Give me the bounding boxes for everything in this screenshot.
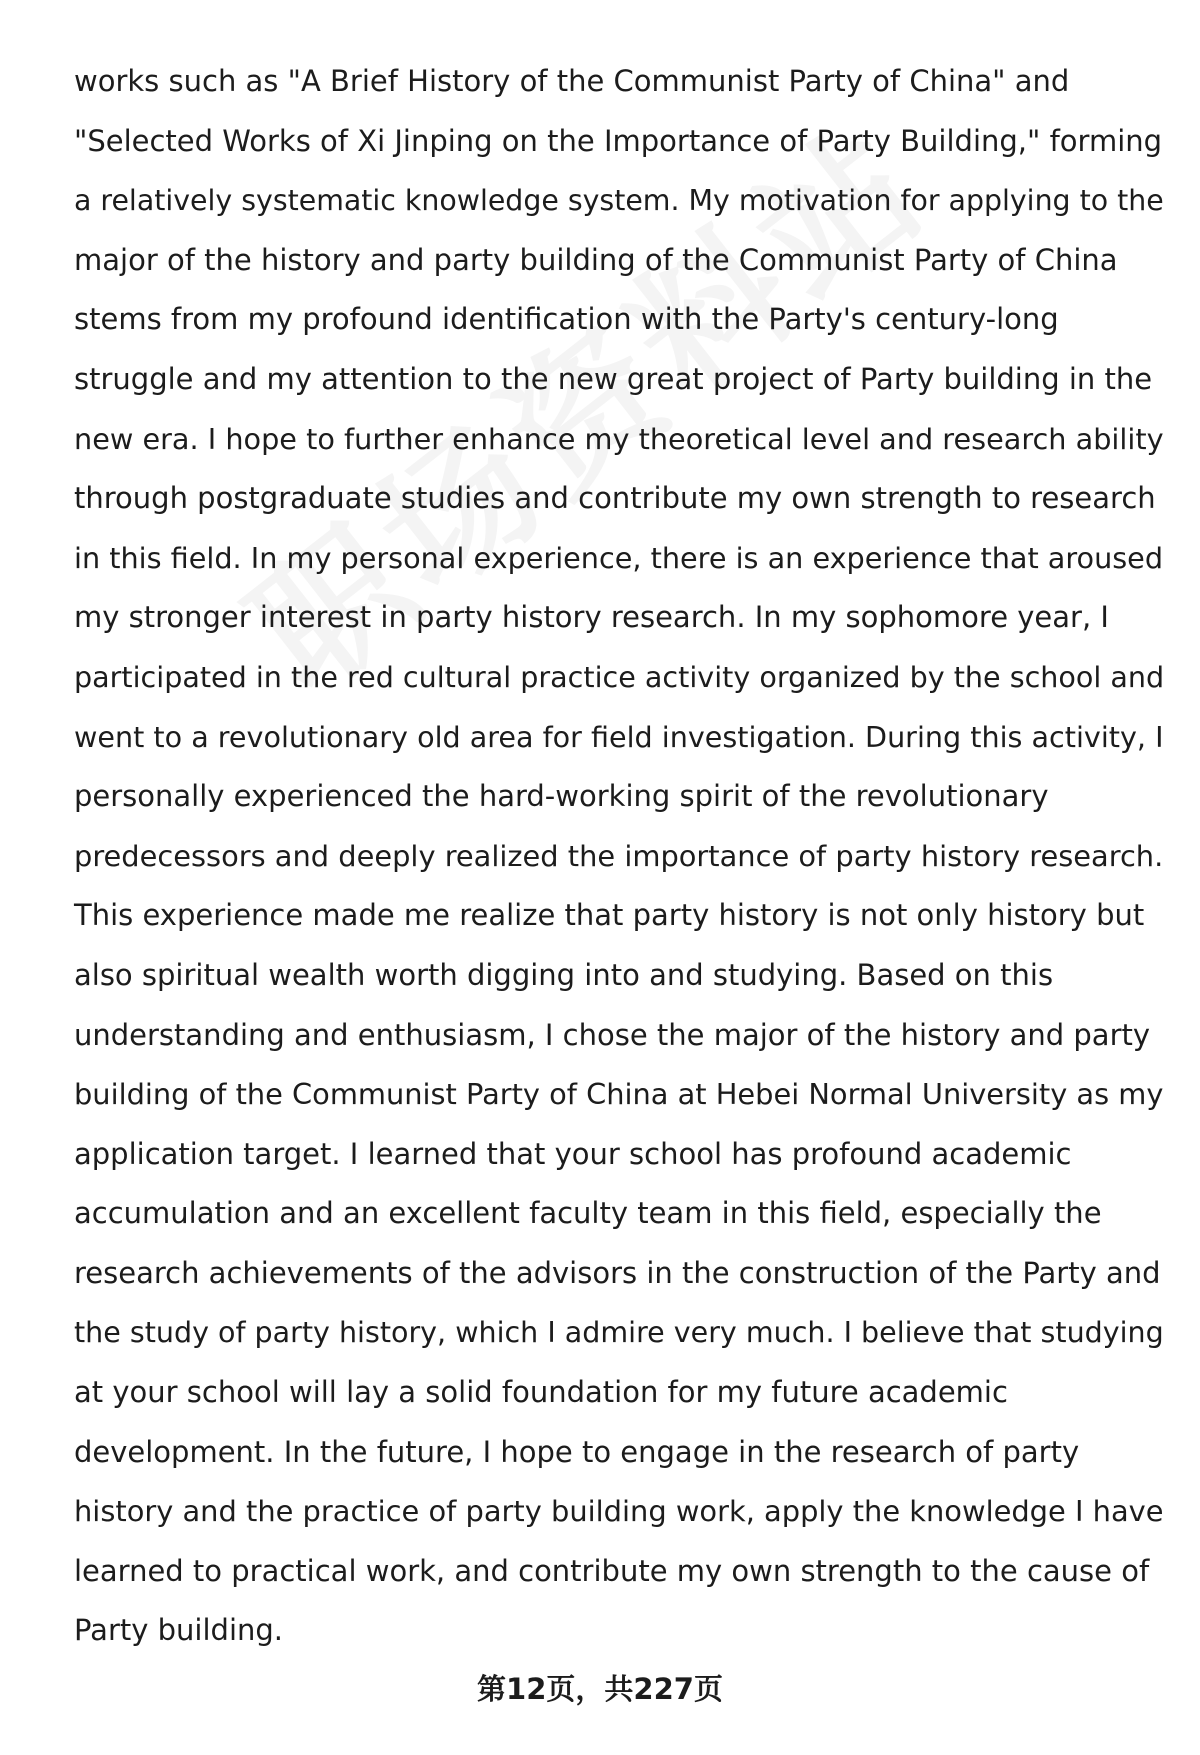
text-line: learned to practical work, and contribute my own strength to the cause of	[74, 1553, 1150, 1588]
text-line: went to a revolutionary old area for field investigation. During this activity, I	[74, 719, 1164, 754]
text-line: a relatively systematic knowledge system. My motivation for applying to the	[74, 184, 1164, 218]
text-line: also spiritual wealth worth digging into and studying. Based on this	[74, 957, 1054, 992]
text-line: predecessors and deeply realized the importance of party history research.	[74, 838, 1164, 873]
text-line: application target. I learned that your school has profound academic	[74, 1136, 1072, 1171]
text-line: in this field. In my personal experience, there is an experience that aroused	[74, 540, 1164, 575]
text-line: building of the Communist Party of China at Hebei Normal University as my	[74, 1077, 1164, 1112]
text-line: through postgraduate studies and contribute my own strength to research	[74, 481, 1156, 516]
text-line: accumulation and an excellent faculty team in this field, especially the	[74, 1196, 1102, 1231]
text-line: history and the practice of party building work, apply the knowledge I have	[74, 1494, 1164, 1529]
page-number-footer: 第12页，共227页	[477, 1672, 723, 1706]
text-line: development. In the future, I hope to engage in the research of party	[74, 1434, 1080, 1469]
text-line: personally experienced the hard-working spirit of the revolutionary	[74, 779, 1049, 814]
text-line: understanding and enthusiasm, I chose the major of the history and party	[74, 1017, 1151, 1052]
text-line: major of the history and party building of the Communist Party of China	[74, 242, 1118, 277]
text-line: Party building.	[74, 1613, 284, 1648]
text-line: my stronger interest in party history research. In my sophomore year, I	[74, 600, 1109, 635]
text-line: research achievements of the advisors in the construction of the Party and	[74, 1255, 1161, 1290]
text-line: This experience made me realize that party history is not only history but	[74, 898, 1145, 933]
body-paragraph	[74, 52, 1164, 1661]
text-line: struggle and my attention to the new great project of Party building in the	[74, 361, 1153, 396]
text-line: "Selected Works of Xi Jinping on the Importance of Party Building," forming	[74, 123, 1163, 158]
text-line: new era. I hope to further enhance my theoretical level and research ability	[74, 421, 1164, 456]
text-line: the study of party history, which I admire very much. I believe that studying	[74, 1316, 1164, 1350]
text-line: stems from my profound identification with the Party's century-long	[74, 302, 1059, 337]
text-line: participated in the red cultural practice activity organized by the school and	[74, 659, 1165, 694]
text-line: works such as "A Brief History of the Communist Party of China" and	[74, 64, 1070, 98]
text-line: at your school will lay a solid foundation for my future academic	[74, 1375, 1008, 1410]
